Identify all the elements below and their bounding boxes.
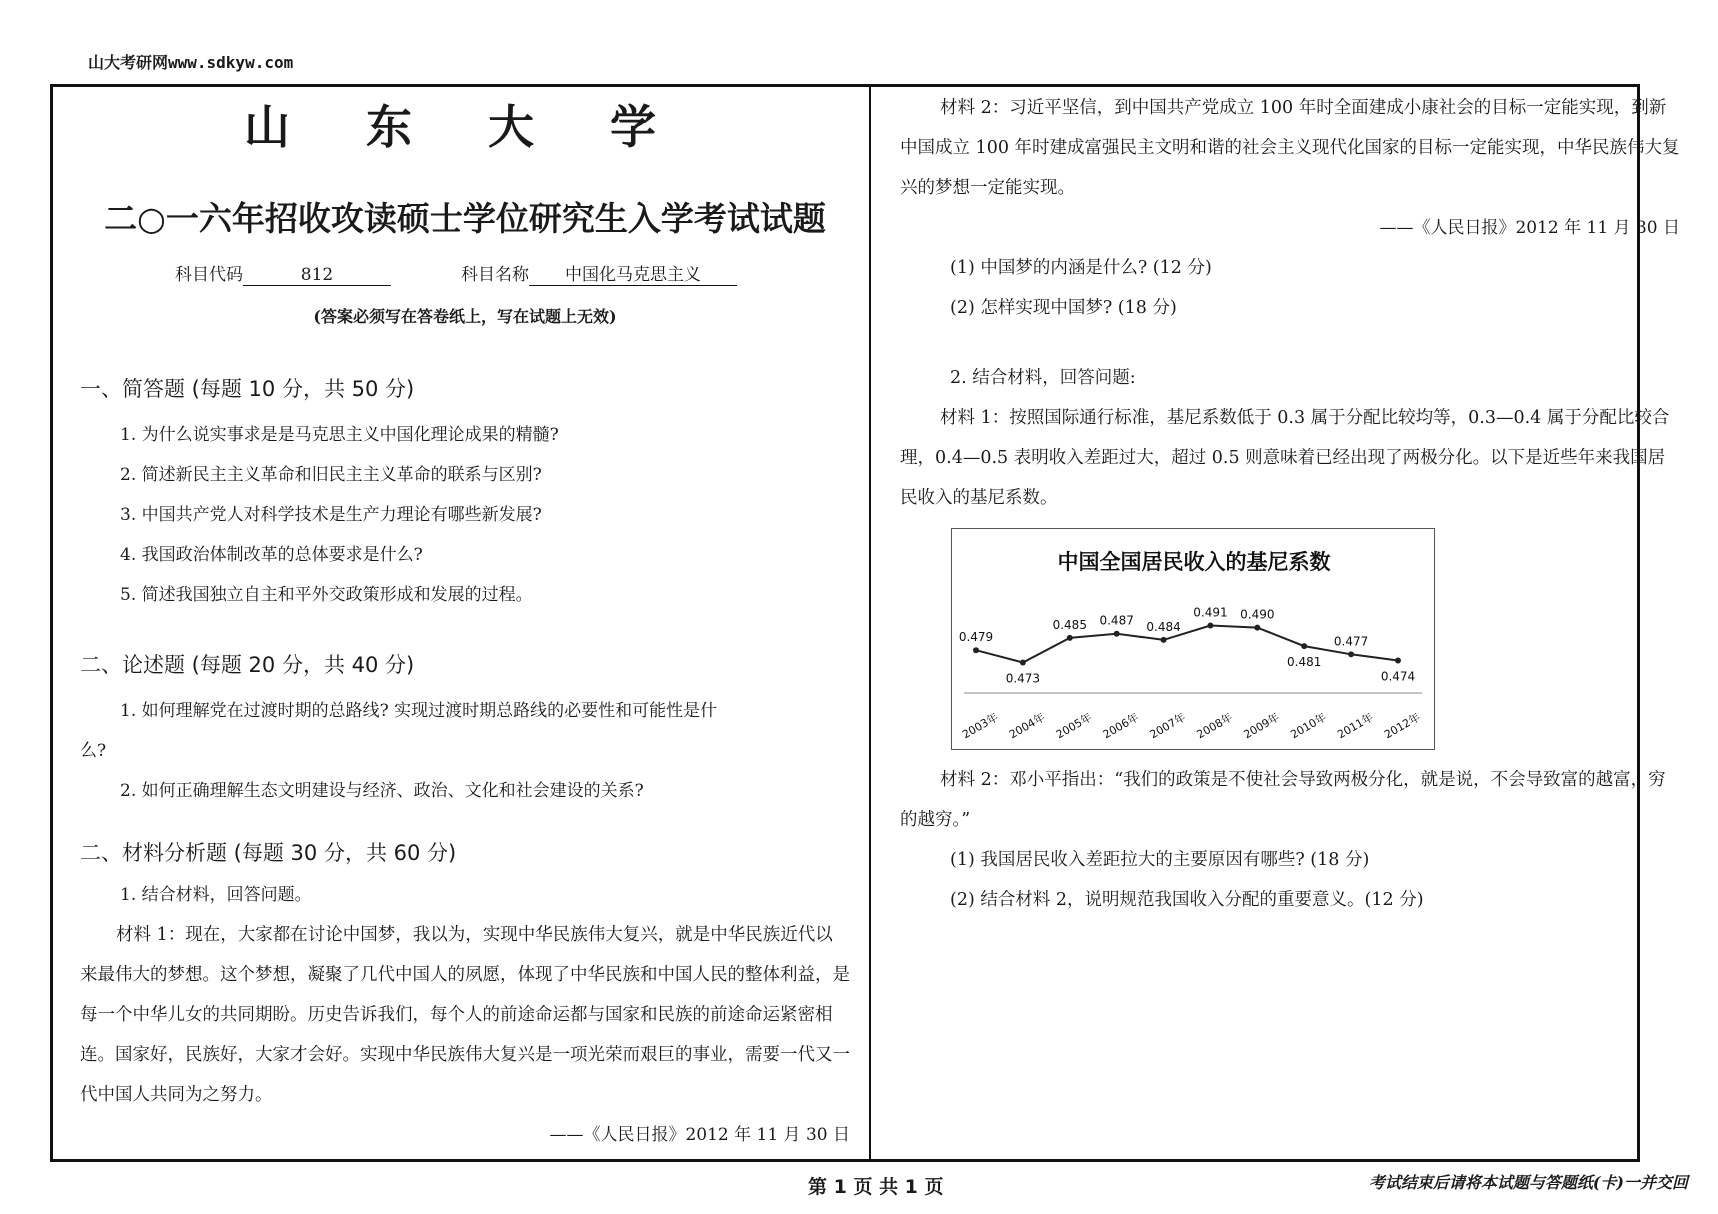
gini-x-tick-1: 2003年 xyxy=(960,710,1001,742)
subject-line xyxy=(80,260,850,286)
gini-point-3 xyxy=(1067,635,1073,641)
question-1-1: 1. 为什么说实事求是是马克思主义中国化理论成果的精髓? xyxy=(120,425,559,446)
gini-x-tick-7: 2009年 xyxy=(1241,710,1282,742)
question-1-2: 2. 简述新民主主义革命和旧民主主义革命的联系与区别? xyxy=(120,465,542,486)
gini-data-label-8: 0.481 xyxy=(1287,655,1322,670)
question-1-4: 4. 我国政治体制改革的总体要求是什么? xyxy=(120,545,423,566)
section-3-title: 二、材料分析题 (每题 30 分，共 60 分) xyxy=(80,841,457,866)
gini-x-tick-10: 2012年 xyxy=(1382,710,1423,742)
question-2-2: 2. 如何正确理解生态文明建设与经济、政治、文化和社会建设的关系? xyxy=(120,781,644,802)
section-2-title: 二、论述题 (每题 20 分，共 40 分) xyxy=(80,653,415,678)
gini-point-1 xyxy=(973,647,979,653)
gini-x-tick-6: 2008年 xyxy=(1194,710,1235,742)
gini-point-8 xyxy=(1301,643,1307,649)
question-1-5: 5. 简述我国独立自主和平外交政策形成和发展的过程。 xyxy=(120,585,533,606)
gini-chart xyxy=(951,528,1435,750)
left-column xyxy=(80,96,850,1155)
gini-x-tick-3: 2005年 xyxy=(1053,710,1095,742)
question-3-2-sub-2: (2) 结合材料 2，说明规范我国收入分配的重要意义。(12 分) xyxy=(950,890,1424,910)
question-3-2-material-2: 材料 2：邓小平指出：“我们的政策是不使社会导致两极分化，就是说，不会导致富的越富，穷的越穷。” xyxy=(900,770,1666,830)
question-3-2-material-1: 材料 1：按照国际通行标准，基尼系数低于 0.3 属于分配比较均等，0.3—0.4 属于分配比较合理，0.4—0.5 表明收入差距过大，超过 0.5 则意味着已经出现了两极分化。以下是近些年来我国居民收入的基尼系数。 xyxy=(900,408,1670,508)
exam-title: 二○一六年招收攻读硕士学位研究生入学考试试题 xyxy=(104,199,826,239)
answer-notice: (答案必须写在答卷纸上，写在试题上无效) xyxy=(313,307,617,327)
question-3-1-source-2: ——《人民日报》2012 年 11 月 30 日 xyxy=(1379,218,1680,238)
gini-data-label-9: 0.477 xyxy=(1333,634,1369,649)
gini-point-7 xyxy=(1254,625,1260,631)
column-divider xyxy=(869,84,871,1162)
footer-note: 考试结束后请将本试题与答题纸(卡)一并交回 xyxy=(1368,1173,1688,1192)
gini-x-tick-5: 2007年 xyxy=(1147,710,1188,742)
gini-point-6 xyxy=(1207,623,1213,629)
question-2-1-line1: 1. 如何理解党在过渡时期的总路线? 实现过渡时期总路线的必要性和可能性是什 xyxy=(120,701,718,722)
page-number: 第 1 页 共 1 页 xyxy=(808,1176,944,1198)
gini-data-label-10: 0.474 xyxy=(1380,669,1416,684)
right-column xyxy=(900,88,1680,518)
question-3-2-sub-1: (1) 我国居民收入差距拉大的主要原因有哪些? (18 分) xyxy=(950,850,1370,870)
gini-point-2 xyxy=(1020,660,1026,666)
subject-code-label: 科目代码 xyxy=(175,265,243,286)
gini-data-label-5: 0.484 xyxy=(1146,619,1181,634)
subject-code-field xyxy=(175,260,391,286)
university-title: 山 东 大 学 xyxy=(243,100,687,154)
question-3-1-intro: 1. 结合材料，回答问题。 xyxy=(120,885,312,906)
gini-data-label-6: 0.491 xyxy=(1193,605,1228,620)
question-3-2-intro: 2. 结合材料，回答问题: xyxy=(950,368,1136,388)
gini-chart-svg xyxy=(952,529,1436,751)
site-header: 山大考研网www.sdkyw.com xyxy=(88,53,294,72)
gini-data-label-3: 0.485 xyxy=(1052,617,1087,632)
gini-point-10 xyxy=(1395,657,1401,663)
gini-x-tick-2: 2004年 xyxy=(1007,710,1048,742)
gini-point-9 xyxy=(1348,651,1354,657)
question-3-1-sub-2: (2) 怎样实现中国梦? (18 分) xyxy=(950,298,1177,318)
question-3-1-material-2: 材料 2：习近平坚信，到中国共产党成立 100 年时全面建成小康社会的目标一定能实现，到新中国成立 100 年时建成富强民主文明和谐的社会主义现代化国家的目标一定能实现，中华民族伟大复兴的梦想一定能实现。 xyxy=(900,98,1680,198)
gini-data-label-7: 0.490 xyxy=(1240,607,1275,622)
chart-title: 中国全国居民收入的基尼系数 xyxy=(1057,550,1331,574)
gini-x-tick-9: 2011年 xyxy=(1335,710,1376,742)
question-3-1-sub-1: (1) 中国梦的内涵是什么? (12 分) xyxy=(950,258,1212,278)
gini-data-label-1: 0.479 xyxy=(958,630,994,645)
question-2-1-line2: 么? xyxy=(80,741,107,762)
gini-point-4 xyxy=(1114,631,1120,637)
subject-name-value: 中国化马克思主义 xyxy=(529,260,737,286)
question-3-1-source-1: ——《人民日报》2012 年 11 月 30 日 xyxy=(549,1125,850,1146)
right-column-lower xyxy=(900,760,1680,920)
gini-data-label-4: 0.487 xyxy=(1099,613,1134,628)
question-1-3: 3. 中国共产党人对科学技术是生产力理论有哪些新发展? xyxy=(120,505,542,526)
gini-data-label-2: 0.473 xyxy=(1005,671,1041,686)
question-3-1-material-1: 材料 1：现在，大家都在讨论中国梦，我以为，实现中华民族伟大复兴，就是中华民族近代以来最伟大的梦想。这个梦想，凝聚了几代中国人的夙愿，体现了中华民族和中国人民的整体利益，是每一个中华儿女的共同期盼。历史告诉我们，每个人的前途命运都与国家和民族的前途命运紧密相连。国家好，民族好，大家才会好。实现中华民族伟大复兴是一项光荣而艰巨的事业，需要一代又一代中国人共同为之努力。 xyxy=(80,925,850,1106)
gini-x-tick-4: 2006年 xyxy=(1100,710,1142,742)
subject-code-value: 812 xyxy=(243,265,391,286)
gini-point-5 xyxy=(1161,637,1167,643)
section-1-title: 一、简答题 (每题 10 分，共 50 分) xyxy=(80,377,415,402)
subject-name-field xyxy=(461,260,737,286)
subject-name-label: 科目名称 xyxy=(461,265,529,286)
gini-x-tick-8: 2010年 xyxy=(1288,710,1329,742)
